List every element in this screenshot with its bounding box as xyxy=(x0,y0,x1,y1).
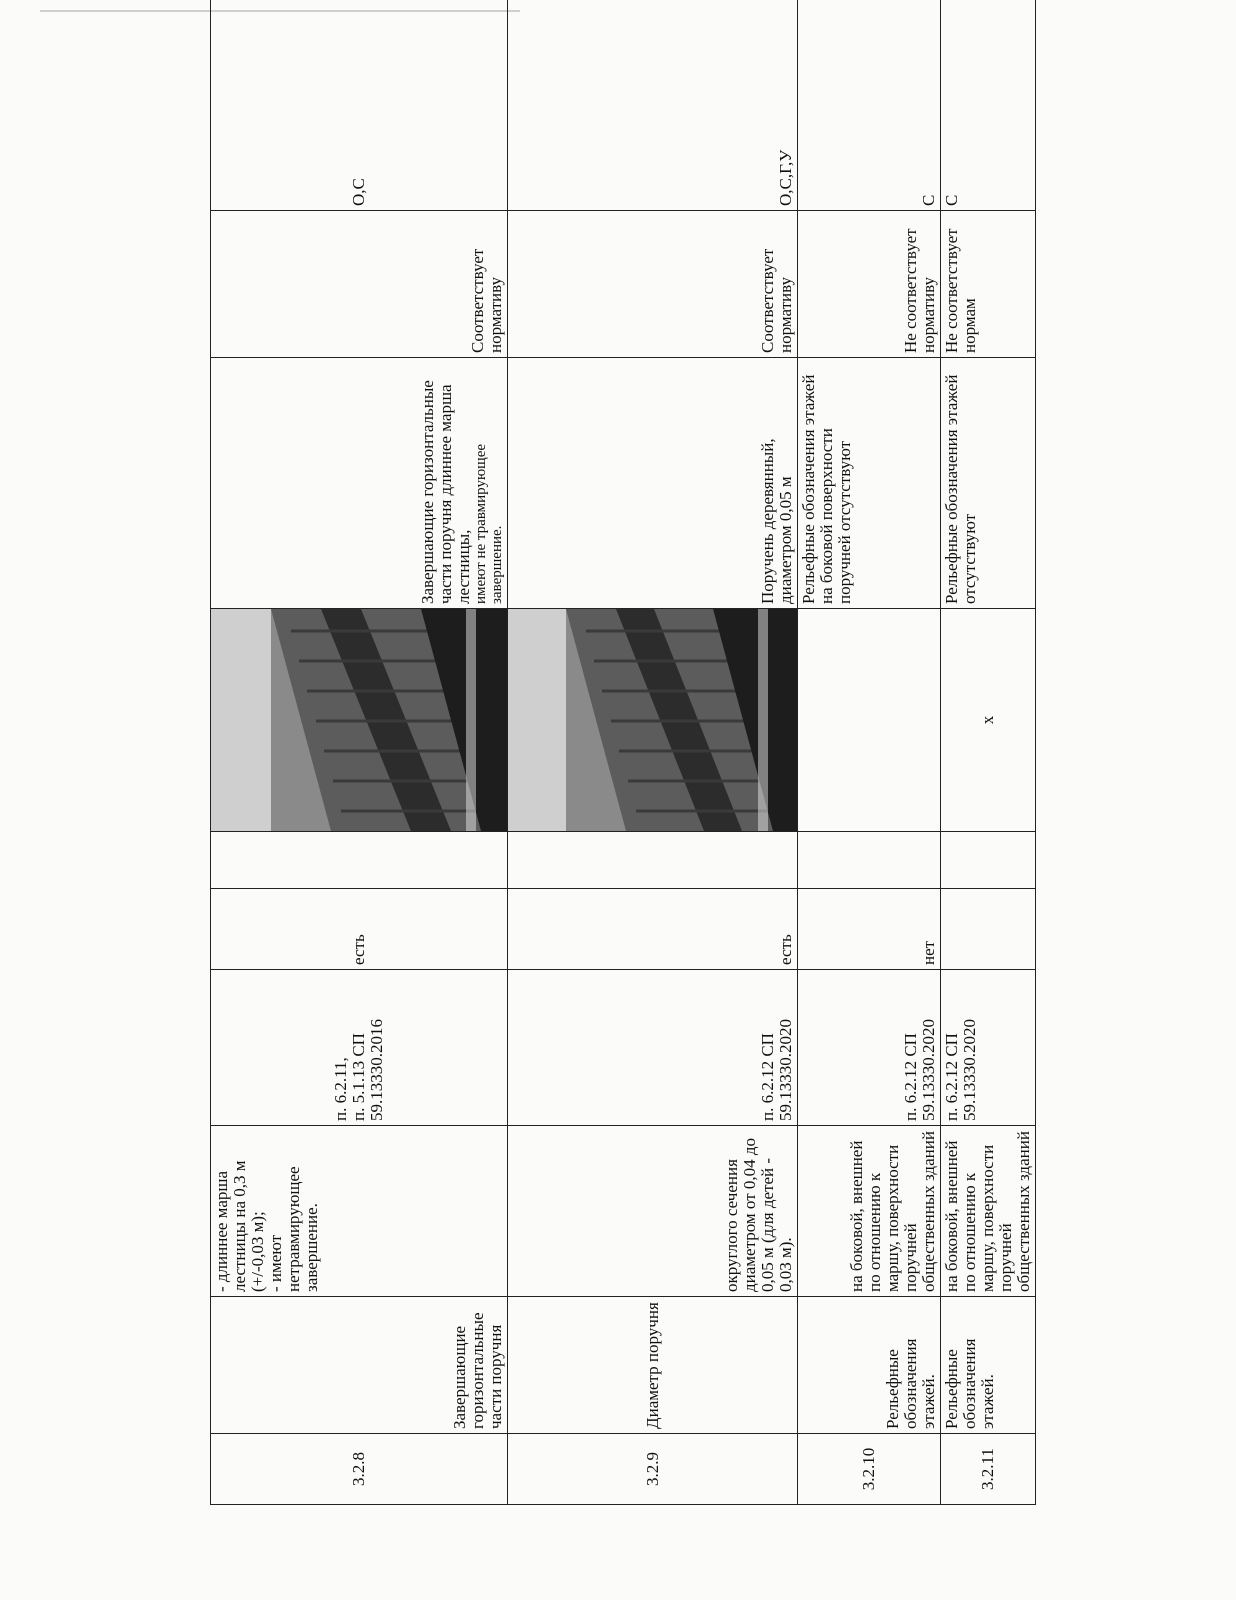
availability-value: нет xyxy=(798,889,941,970)
row-number: 3.2.11 xyxy=(941,1434,1036,1505)
norm-reference: п. 6.2.12 СП 59.13330.2020 xyxy=(508,970,798,1126)
norm-reference: п. 6.2.12 СП 59.13330.2020 xyxy=(941,970,1036,1126)
requirement-text: - длиннее марша лестницы на 0,3 м (+/-0,03 м); - имеют нетравмирующее завершение. xyxy=(211,1126,508,1297)
description-main: Завершающие горизонтальные части поручня длиннее марша лестницы, xyxy=(418,380,473,604)
table-row xyxy=(211,0,508,1505)
category-code: О,С xyxy=(211,0,508,211)
requirement-text: на боковой, внешней по отношению к маршу, поверхности поручней общественных зданий xyxy=(941,1126,1036,1297)
description-cell xyxy=(211,358,508,609)
element-name: Рельефные обозначения этажей. xyxy=(941,1297,1036,1434)
staircase-photo xyxy=(508,609,798,832)
table-row xyxy=(941,0,1036,1505)
availability-value: есть xyxy=(508,889,798,970)
requirement-text: округлого сечения диаметром от 0,04 до 0,05 м (для детей - 0,03 м). xyxy=(508,1126,798,1297)
compliance-status: Соответствует нормативу xyxy=(211,211,508,358)
category-code: О,С,Г,У xyxy=(508,0,798,211)
description-cell xyxy=(798,358,941,609)
description-small: имеют не травмирующее завершение. xyxy=(473,443,505,604)
empty-cell xyxy=(211,832,508,889)
requirement-text: на боковой, внешней по отношению к маршу, поверхности поручней общественных зданий xyxy=(798,1126,941,1297)
description-main: Поручень деревянный, диаметром 0,05 м xyxy=(758,438,795,604)
availability-value xyxy=(941,889,1036,970)
availability-value: есть xyxy=(211,889,508,970)
staircase-photo xyxy=(211,609,508,832)
compliance-status: Не соответствует нормативу xyxy=(798,211,941,358)
row-number: 3.2.8 xyxy=(211,1434,508,1505)
category-code: С xyxy=(798,0,941,211)
row-number: 3.2.10 xyxy=(798,1434,941,1505)
empty-cell xyxy=(941,832,1036,889)
description-main: Рельефные обозначения этажей отсутствуют xyxy=(942,374,979,604)
row-number: 3.2.9 xyxy=(508,1434,798,1505)
description-cell xyxy=(508,358,798,609)
element-name: Завершающие горизонтальные части поручня xyxy=(211,1297,508,1434)
element-name: Рельефные обозначения этажей. xyxy=(798,1297,941,1434)
empty-cell xyxy=(508,832,798,889)
element-name: Диаметр поручня xyxy=(508,1297,798,1434)
norm-reference: п. 6.2.11, п. 5.1.13 СП 59.13330.2016 xyxy=(211,970,508,1126)
description-main: Рельефные обозначения этажей на боковой поверхности поручней отсутствуют xyxy=(799,374,854,604)
accessibility-table xyxy=(210,0,1036,1505)
compliance-status: Не соответствует нормам xyxy=(941,211,1036,358)
table-row xyxy=(798,0,941,1505)
photo-placeholder-mark: x xyxy=(941,609,1036,832)
category-code: С xyxy=(941,0,1036,211)
rotated-table-sheet xyxy=(210,60,1033,1505)
empty-photo-cell xyxy=(798,609,941,832)
norm-reference: п. 6.2.12 СП 59.13330.2020 xyxy=(798,970,941,1126)
empty-cell xyxy=(798,832,941,889)
compliance-status: Соответствует нормативу xyxy=(508,211,798,358)
description-cell xyxy=(941,358,1036,609)
table-row xyxy=(508,0,798,1505)
